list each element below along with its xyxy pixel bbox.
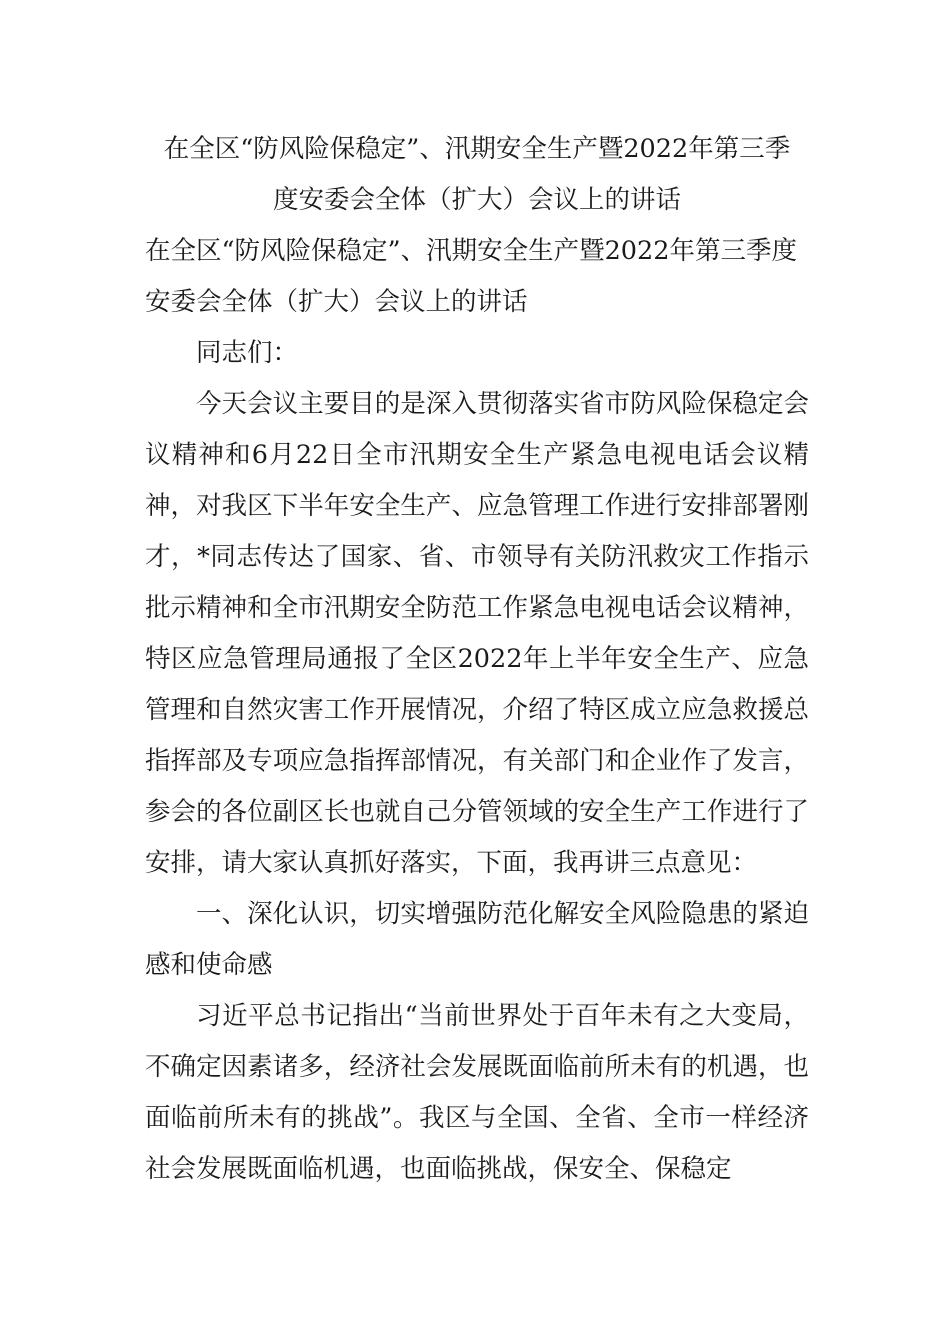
paragraph-intro: 今天会议主要目的是深入贯彻落实省市防风险保稳定会议精神和6月22日全市汛期安全生产紧急电视电话会议精神，对我区下半年安全生产、应急管理工作进行安排部署刚才，*同志传达了国家、省、市领导有关防汛救灾工作指示批示精神和全市汛期安全防范工作紧急电视电话会议精神，特区应急管理局通报了全区2022年上半年安全生产、应急管理和自然灾害工作开展情况，介绍了特区成立应急救援总指挥部及专项应急指挥部情况，有关部门和企业作了发言，参会的各位副区长也就自己分管领域的安全生产工作进行了安排，请大家认真抓好落实，下面，我再讲三点意见： xyxy=(145,389,809,878)
title-repeat: 在全区“防风险保稳定”、汛期安全生产暨2022年第三季度安委会全体（扩大）会议上的讲话 xyxy=(145,236,797,317)
title-line-2: 度安委会全体（扩大）会议上的讲话 xyxy=(272,185,681,215)
section-heading-1: 一、深化认识，切实增强防范化解安全风险隐患的紧迫感和使命感 xyxy=(145,899,809,980)
paragraph-section-1: 习近平总书记指出“当前世界处于百年未有之大变局，不确定因素诸多，经济社会发展既面临前所未有的机遇，也面临前所未有的挑战”。我区与全国、全省、全市一样经济社会发展既面临机遇，也面临挑战，保安全、保稳定 xyxy=(145,1001,809,1184)
salutation: 同志们： xyxy=(196,338,299,368)
title-line-1: 在全区“防风险保稳定”、汛期安全生产暨2022年第三季 xyxy=(163,134,791,164)
document-page xyxy=(145,124,809,1195)
